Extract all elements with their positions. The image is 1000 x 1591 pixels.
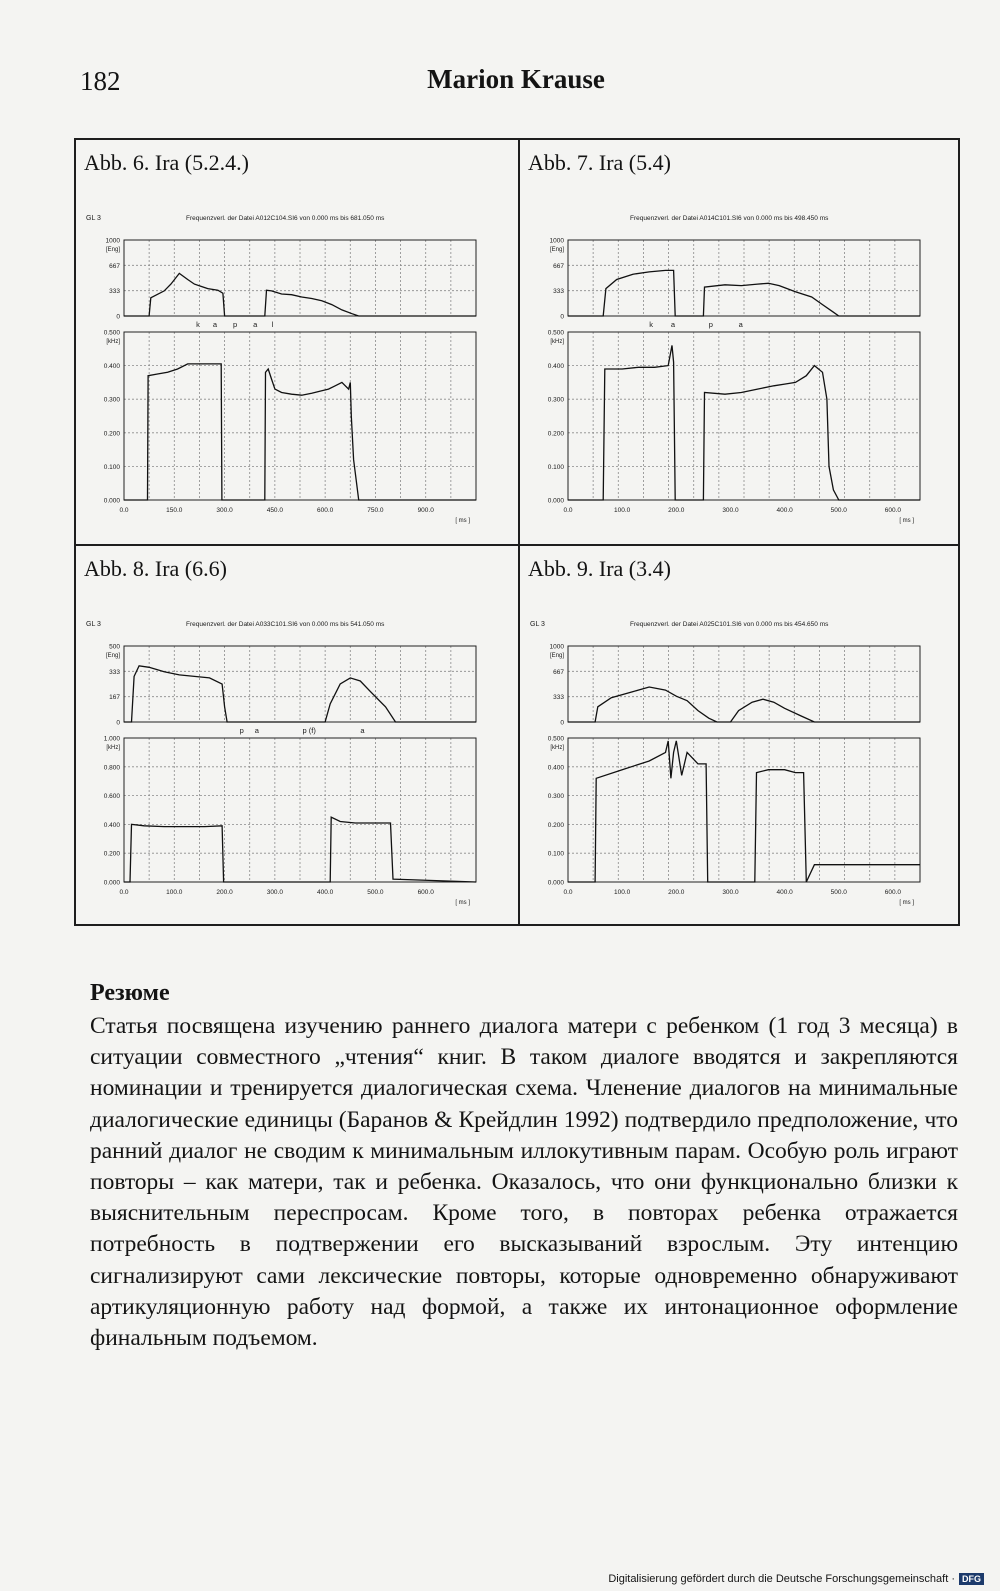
phoneme-label: a <box>360 726 365 735</box>
frequency-tick-label: 0.300 <box>547 793 564 801</box>
frequency-unit-label: [kHz] <box>106 339 120 345</box>
x-unit-label: [ ms ] <box>455 900 470 906</box>
frequency-tick-label: 0.000 <box>103 497 120 505</box>
x-tick-label: 100.0 <box>614 889 631 896</box>
summary-heading: Резюме <box>90 980 170 1006</box>
intensity-tick-label: 167 <box>109 694 120 702</box>
intensity-tick-label: 333 <box>109 288 120 296</box>
intensity-unit-label: [Eng] <box>549 247 564 253</box>
phoneme-label: k <box>649 320 653 329</box>
x-tick-label: 0.0 <box>563 889 573 896</box>
x-tick-label: 400.0 <box>776 507 793 514</box>
figure-caption: Abb. 8. Ira (6.6) <box>84 556 227 581</box>
intensity-tick-label: 0 <box>116 313 120 321</box>
frequency-tick-label: 0.500 <box>103 329 120 337</box>
x-unit-label: [ ms ] <box>899 518 914 524</box>
dfg-logo: DFG <box>959 1573 984 1585</box>
x-unit-label: [ ms ] <box>899 900 914 906</box>
frequency-tick-label: 0.300 <box>547 396 564 404</box>
phoneme-label: a <box>212 320 218 329</box>
spectrogram-chart <box>76 184 518 544</box>
frequency-tick-label: 0.600 <box>103 793 120 801</box>
frequency-tick-label: 0.400 <box>547 363 564 371</box>
figure-caption: Abb. 9. Ira (3.4) <box>528 556 671 581</box>
phoneme-label: p <box>239 726 244 735</box>
frequency-tick-label: 0.300 <box>103 396 120 404</box>
x-tick-label: 0.0 <box>119 507 129 514</box>
intensity-tick-label: 0 <box>560 313 564 321</box>
phoneme-label: p (f) <box>302 726 316 735</box>
intensity-tick-label: 333 <box>553 288 564 296</box>
frequency-tick-label: 0.800 <box>103 764 120 772</box>
figure-caption: Abb. 7. Ira (5.4) <box>528 150 671 175</box>
x-tick-label: 200.0 <box>216 889 233 896</box>
x-tick-label: 100.0 <box>614 507 631 514</box>
x-tick-label: 0.0 <box>119 889 129 896</box>
intensity-unit-label: [Eng] <box>105 653 120 659</box>
file-info: Frequenzverl. der Datei A014C101.SI6 von 0.000 ms bis 498.450 ms <box>630 215 829 222</box>
page-number: 182 <box>80 66 121 96</box>
figure-abb-6 <box>76 140 518 544</box>
digitization-footer <box>608 1573 984 1585</box>
phoneme-label: a <box>254 726 259 735</box>
x-tick-label: 450.0 <box>266 507 283 514</box>
intensity-tick-label: 667 <box>553 668 564 676</box>
x-tick-label: 400.0 <box>317 889 334 896</box>
x-tick-label: 0.0 <box>563 507 573 514</box>
page-header <box>80 62 952 106</box>
frequency-tick-label: 0.500 <box>547 735 564 743</box>
x-tick-label: 500.0 <box>830 507 847 514</box>
x-tick-label: 600.0 <box>317 507 334 514</box>
frequency-tick-label: 0.000 <box>547 879 564 887</box>
x-tick-label: 900.0 <box>417 507 434 514</box>
intensity-trace <box>568 687 920 722</box>
frequency-tick-label: 0.100 <box>103 463 120 471</box>
x-tick-label: 750.0 <box>367 507 384 514</box>
frequency-unit-label: [kHz] <box>550 745 564 751</box>
x-tick-label: 200.0 <box>668 507 685 514</box>
spectrogram-chart <box>76 590 518 926</box>
spectrogram-chart <box>520 590 960 926</box>
figure-grid <box>74 138 960 926</box>
frequency-tick-label: 1.000 <box>103 735 120 743</box>
phoneme-label: a <box>738 320 743 329</box>
x-tick-label: 150.0 <box>166 507 183 514</box>
frequency-tick-label: 0.000 <box>103 879 120 887</box>
intensity-unit-label: [Eng] <box>549 653 564 659</box>
figure-abb-9 <box>520 546 960 926</box>
frequency-tick-label: 0.200 <box>547 430 564 438</box>
x-tick-label: 500.0 <box>830 889 847 896</box>
frequency-tick-label: 0.200 <box>547 821 564 829</box>
x-tick-label: 300.0 <box>216 507 233 514</box>
figure-abb-7 <box>520 140 960 544</box>
x-tick-label: 300.0 <box>722 889 739 896</box>
intensity-tick-label: 1000 <box>105 237 120 245</box>
gl-label: GL 3 <box>86 215 101 222</box>
frequency-tick-label: 0.400 <box>103 821 120 829</box>
spectrogram-chart <box>520 184 960 544</box>
file-info: Frequenzverl. der Datei A025C101.SI6 von 0.000 ms bis 454.650 ms <box>630 621 829 628</box>
intensity-tick-label: 0 <box>560 719 564 727</box>
frequency-tick-label: 0.100 <box>547 463 564 471</box>
intensity-tick-label: 667 <box>553 262 564 270</box>
phoneme-label: p <box>708 320 713 329</box>
frequency-unit-label: [kHz] <box>550 339 564 345</box>
intensity-unit-label: [Eng] <box>105 247 120 253</box>
x-tick-label: 300.0 <box>266 889 283 896</box>
x-tick-label: 200.0 <box>668 889 685 896</box>
figure-caption: Abb. 6. Ira (5.2.4.) <box>84 150 249 175</box>
file-info: Frequenzverl. der Datei A012C104.SI6 von 0.000 ms bis 681.050 ms <box>186 215 385 222</box>
x-tick-label: 300.0 <box>722 507 739 514</box>
frequency-tick-label: 0.200 <box>103 430 120 438</box>
frequency-tick-label: 0.000 <box>547 497 564 505</box>
x-unit-label: [ ms ] <box>455 518 470 524</box>
phoneme-label: a <box>253 320 258 329</box>
gl-label: GL 3 <box>86 621 101 628</box>
gl-label: GL 3 <box>530 621 545 628</box>
x-tick-label: 600.0 <box>417 889 434 896</box>
frequency-tick-label: 0.400 <box>103 363 120 371</box>
frequency-unit-label: [kHz] <box>106 745 120 751</box>
x-tick-label: 600.0 <box>884 507 902 514</box>
figure-abb-8 <box>76 546 518 926</box>
phoneme-label: a <box>670 320 676 329</box>
summary-paragraph: Статья посвящена изучению раннего диалога матери с ребенком (1 год 3 месяца) в ситуации совместного „чтения“ книг. В таком диалоге вводятся и закрепляются номинации и тренируется диалогическая схема. Членение диалогов на минимальные диалогические единицы (Баранов & Крейдлин 1992) подтвердило предположение, что ранний диалог не сводим к минимальным иллокутивным парам. Особую роль играют повторы – как матери, так и ребенка. Оказалось, что они функционально близки к выяснительным переспросам. Кроме того, в повторах ребенка отражается потребность в подтвержении его высказываний взрослым. Эту интенцию сигнализируют сами лексические повторы, которые одновременно обнаруживают артикуляционную работу над формой, а также их интонационное оформление финальным подъемом. <box>90 1013 958 1352</box>
intensity-tick-label: 333 <box>109 668 120 676</box>
frequency-tick-label: 0.400 <box>547 764 564 772</box>
file-info: Frequenzverl. der Datei A033C101.SI6 von 0.000 ms bis 541.050 ms <box>186 621 385 628</box>
running-title: Marion Krause <box>427 64 605 94</box>
frequency-tick-label: 0.200 <box>103 850 120 858</box>
intensity-tick-label: 333 <box>553 694 564 702</box>
frequency-tick-label: 0.100 <box>547 850 564 858</box>
x-tick-label: 500.0 <box>367 889 384 896</box>
phoneme-label: k <box>196 320 200 329</box>
footer-text: Digitalisierung gefördert durch die Deutsche Forschungsgemeinschaft · <box>608 1573 955 1585</box>
frequency-tick-label: 0.500 <box>547 329 564 337</box>
intensity-tick-label: 1000 <box>549 643 564 651</box>
intensity-tick-label: 1000 <box>549 237 564 245</box>
phoneme-label: l <box>271 320 274 329</box>
intensity-tick-label: 667 <box>109 262 120 270</box>
x-tick-label: 600.0 <box>884 889 902 896</box>
intensity-tick-label: 500 <box>109 643 120 651</box>
intensity-tick-label: 0 <box>116 719 120 727</box>
phoneme-label: p <box>232 320 238 329</box>
summary-section <box>90 980 958 1354</box>
x-tick-label: 100.0 <box>166 889 183 896</box>
x-tick-label: 400.0 <box>776 889 793 896</box>
